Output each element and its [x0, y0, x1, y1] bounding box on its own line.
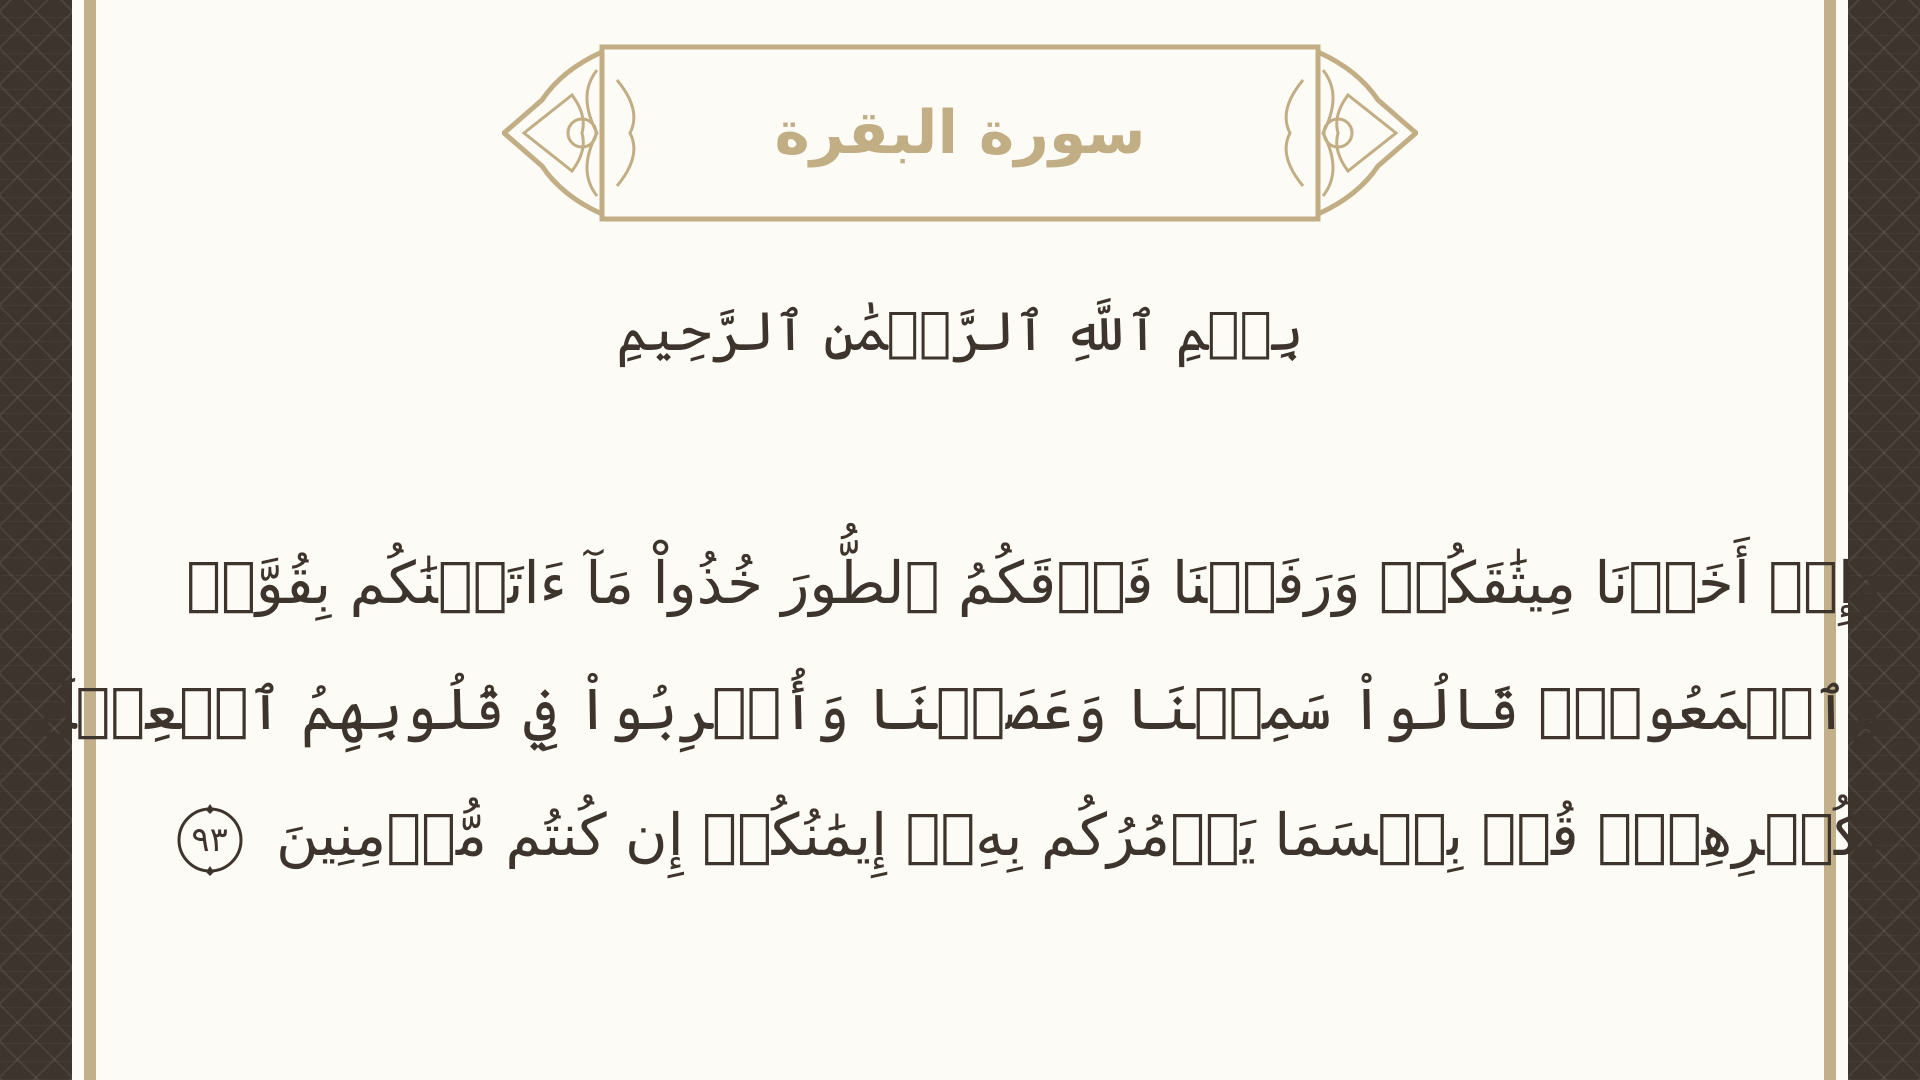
- ayah-number: ٩٣: [191, 819, 228, 860]
- left-ornamental-border: [0, 0, 72, 1080]
- ayah-number-marker: [172, 802, 248, 878]
- surah-header-frame: [502, 40, 1418, 226]
- verse-line: وَإِذۡ أَخَذۡنَا مِيثَٰقَكُمۡ وَرَفَعۡنَا فَوۡقَكُمُ ٱلطُّورَ خُذُواْ مَآ ءَاتَيۡنَٰكُم بِقُوَّةٖ: [186, 549, 1882, 617]
- mushaf-page: [41, 0, 1882, 1080]
- verse-line-text: بِكُفۡرِهِمۡۚ قُلۡ بِئۡسَمَا يَأۡمُرُكُم بِهِۦٓ إِيمَٰنُكُمۡ إِن كُنتُم مُّؤۡمِنِينَ: [276, 801, 1882, 869]
- left-gold-rule: [84, 0, 96, 1080]
- basmala: بِسۡمِ ٱللَّهِ ٱلرَّحۡمَٰنِ ٱلرَّحِيمِ: [616, 300, 1304, 363]
- verse-text: [41, 520, 1882, 898]
- verse-line: وَٱسۡمَعُواْۖ قَالُواْ سَمِعۡنَا وَعَصَيۡنَا وَأُشۡرِبُواْ فِي قُلُوبِهِمُ ٱلۡعِجۡلَ: [41, 675, 1882, 743]
- surah-title: سورة البقرة: [774, 98, 1146, 168]
- verse-line: [191, 772, 1882, 898]
